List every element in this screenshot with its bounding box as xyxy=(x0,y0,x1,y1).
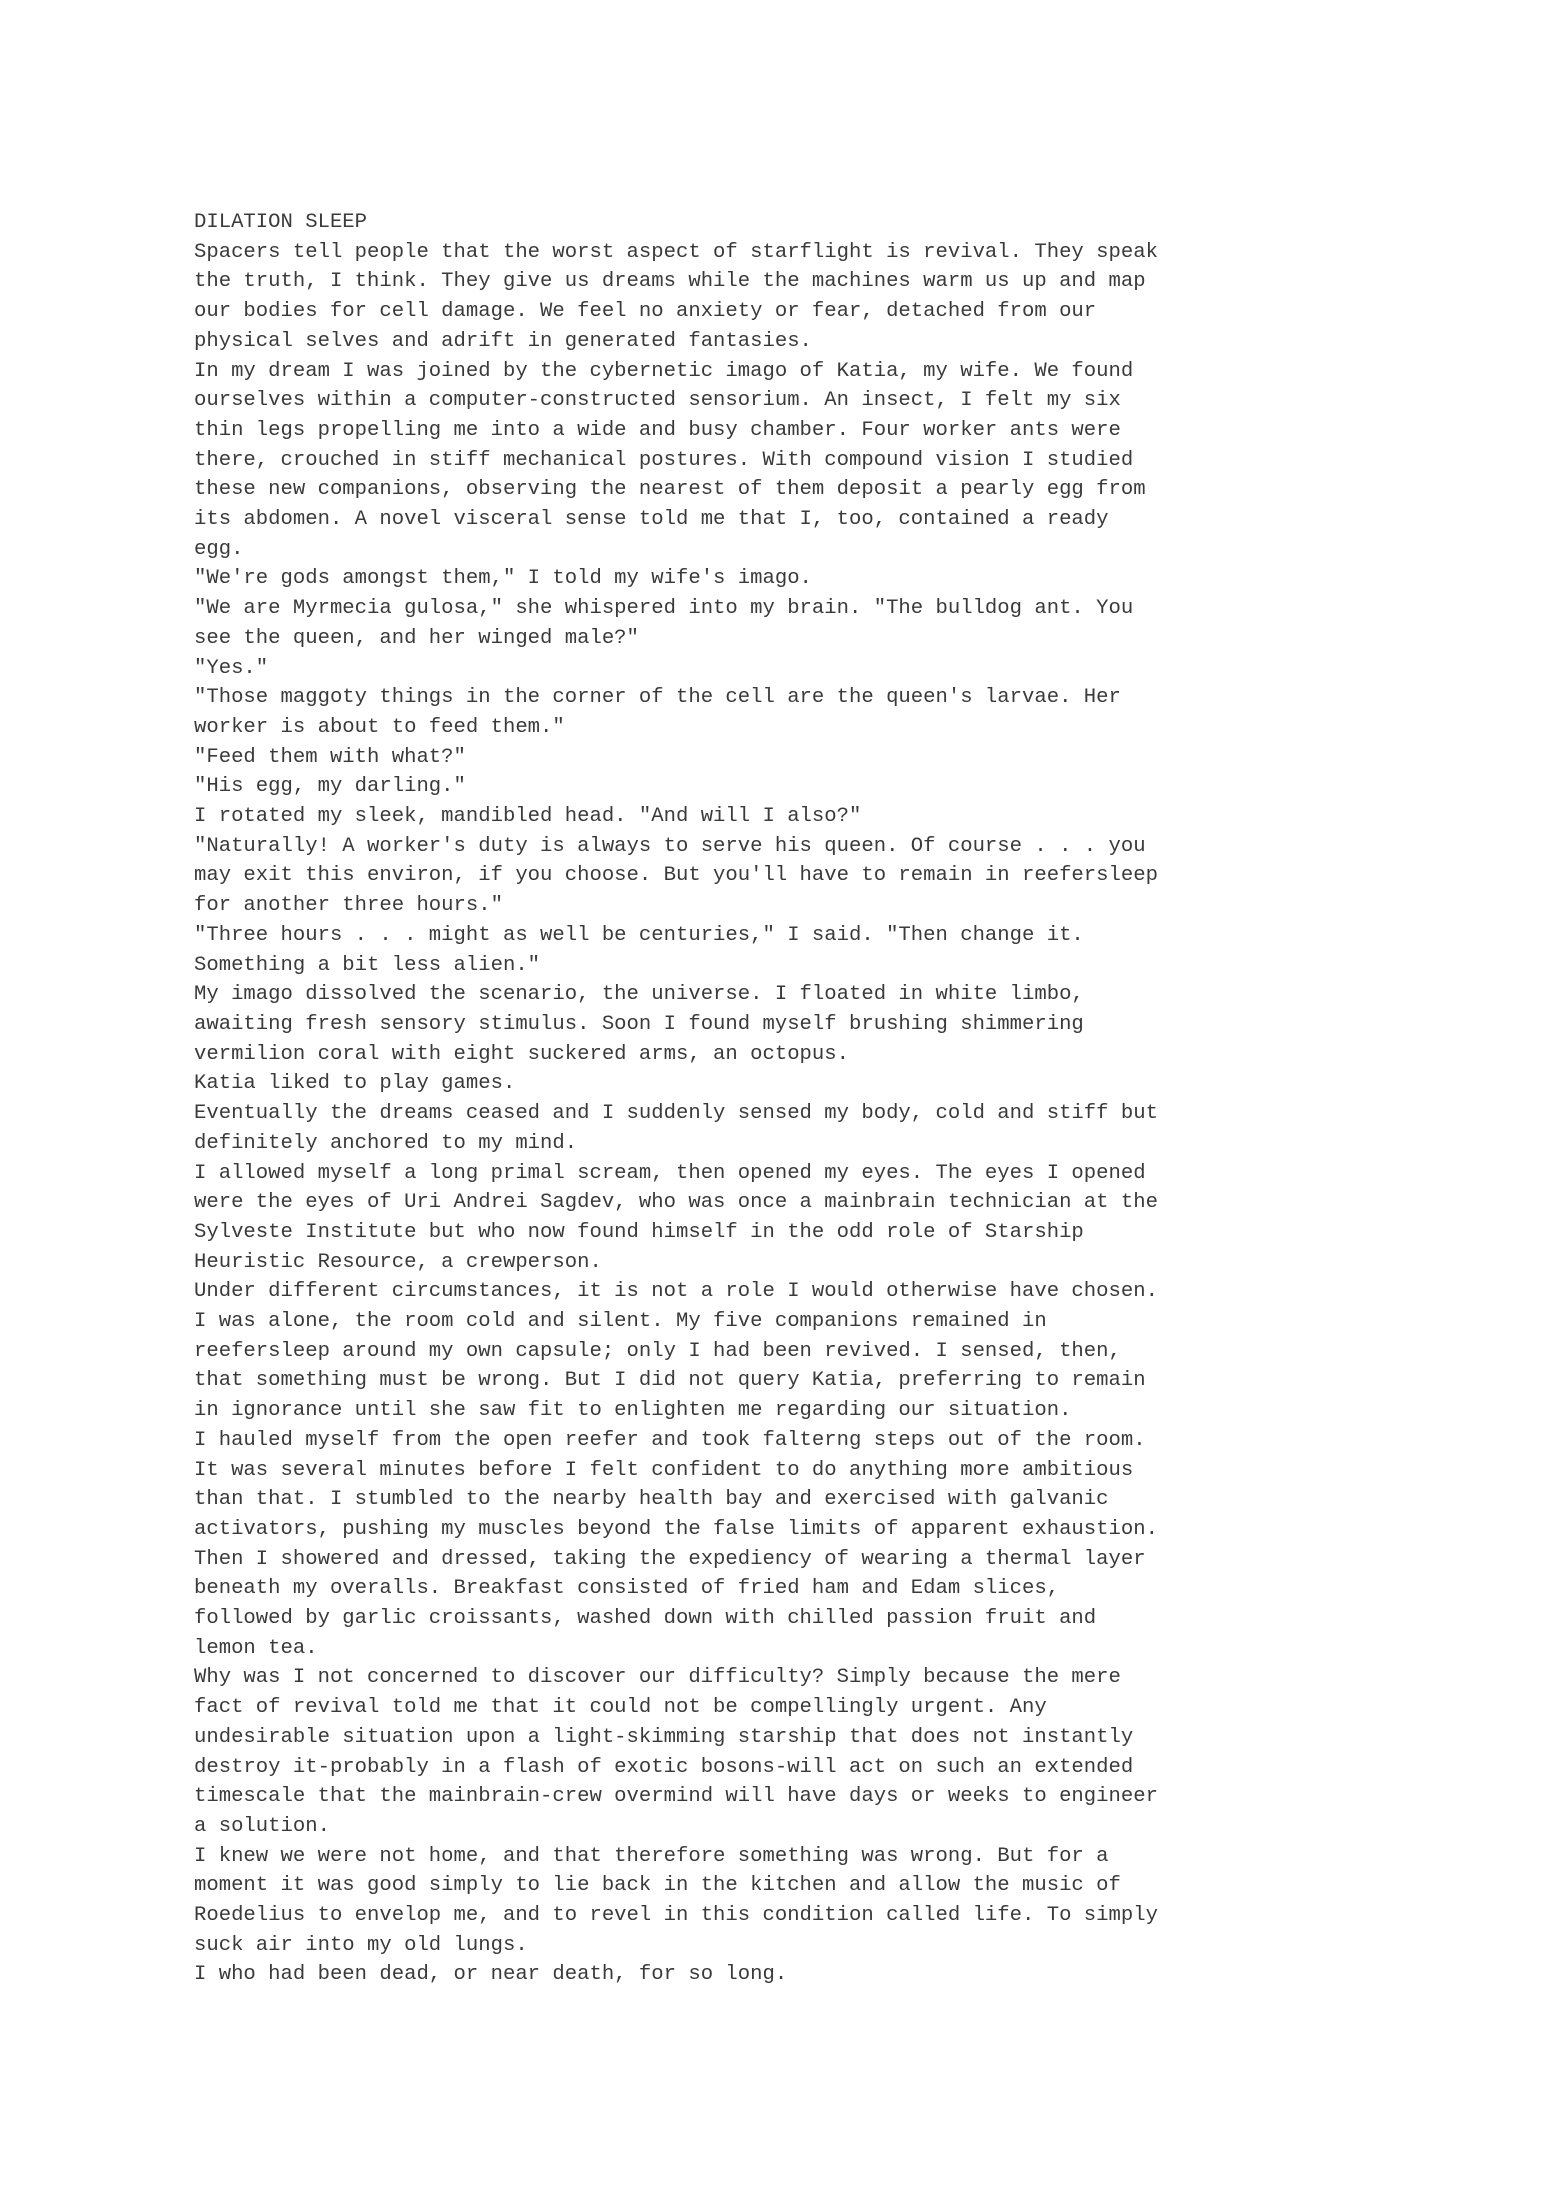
paragraph-12: My imago dissolved the scenario, the universe. I floated in white limbo, awaiting fresh sensory stimulus. Soon I found myself brushing shimmering vermilion coral with eight suckered arms, an octopus. xyxy=(194,983,1084,1066)
paragraph-14: Eventually the dreams ceased and I suddenly sensed my body, cold and stiff but definitely anchored to my mind. xyxy=(194,1102,1158,1155)
paragraph-4: "We are Myrmecia gulosa," she whispered into my brain. "The bulldog ant. You see the queen, and her winged male?" xyxy=(194,597,1134,650)
paragraph-16: Under different circumstances, it is not a role I would otherwise have chosen. I was alone, the room cold and silent. My five companions remained in reefersleep around my own capsule; only I had been revived. I sensed, then, that something must be wrong. But I did not query Katia, preferring to remain in ignorance until she saw fit to enlighten me regarding our situation. xyxy=(194,1280,1158,1423)
paragraph-7: "Feed them with what?" xyxy=(194,745,466,769)
paragraph-6: "Those maggoty things in the corner of the cell are the queen's larvae. Her worker is about to feed them." xyxy=(194,686,1121,739)
paragraph-3: "We're gods amongst them," I told my wife's imago. xyxy=(194,567,812,591)
paragraph-11: "Three hours . . . might as well be centuries," I said. "Then change it. Something a bit less alien." xyxy=(194,923,1084,977)
paragraph-18: Why was I not concerned to discover our difficulty? Simply because the mere fact of revival told me that it could not be compellingly urgent. Any undesirable situation upon a light-skimming starship that does not instantly destroy it-probably in a flash of exotic bosons-will act on such an extended timescale that the mainbrain-crew overmind will have days or weeks to engineer a solution. xyxy=(194,1666,1158,1838)
paragraph-19: I knew we were not home, and that therefore something was wrong. But for a moment it was good simply to lie back in the kitchen and allow the music of Roedelius to envelop me, and to revel in this condition called life. To simply suck air into my old lungs. xyxy=(194,1844,1158,1957)
paragraph-20: I who had been dead, or near death, for so long. xyxy=(194,1963,788,1987)
paragraph-9: I rotated my sleek, mandibled head. "And will I also?" xyxy=(194,805,862,829)
paragraph-8: "His egg, my darling." xyxy=(194,775,466,799)
paragraph-5: "Yes." xyxy=(194,656,269,680)
story-title: DILATION SLEEP xyxy=(194,211,368,234)
paragraph-2: In my dream I was joined by the cybernetic imago of Katia, my wife. We found ourselves within a computer-constructed sensorium. An insect, I felt my six thin legs propelling me into a wide and busy chamber. Four worker ants were there, crouched in stiff mechanical postures. With compound vision I studied these new companions, observing the nearest of them deposit a pearly egg from its abdomen. A novel visceral sense told me that I, too, contained a ready egg. xyxy=(194,359,1146,561)
paragraph-13: Katia liked to play games. xyxy=(194,1072,516,1096)
paragraph-10: "Naturally! A worker's duty is always to serve his queen. Of course . . . you may exit this environ, if you choose. But you'll have to remain in reefersleep for another three hours." xyxy=(194,834,1158,918)
paragraph-15: I allowed myself a long primal scream, then opened my eyes. The eyes I opened were the eyes of Uri Andrei Sagdev, who was once a mainbrain technician at the Sylveste Institute but who now found himself in the odd role of Starship Heuristic Resource, a crewperson. xyxy=(194,1161,1158,1274)
paragraph-1: Spacers tell people that the worst aspect of starflight is revival. They speak the truth, I think. They give us dreams while the machines warm us up and map our bodies for cell damage. We feel no anxiety or fear, detached from our physical selves and adrift in generated fantasies. xyxy=(194,240,1158,353)
story-text xyxy=(194,208,1364,1990)
paragraph-17: I hauled myself from the open reefer and took falterng steps out of the room. It was several minutes before I felt confident to do anything more ambitious than that. I stumbled to the nearby health bay and exercised with galvanic activators, pushing my muscles beyond the false limits of apparent exhaustion. Then I showered and dressed, taking the expediency of wearing a thermal layer beneath my overalls. Breakfast consisted of fried ham and Edam slices, followed by garlic croissants, washed down with chilled passion fruit and lemon tea. xyxy=(194,1428,1158,1660)
